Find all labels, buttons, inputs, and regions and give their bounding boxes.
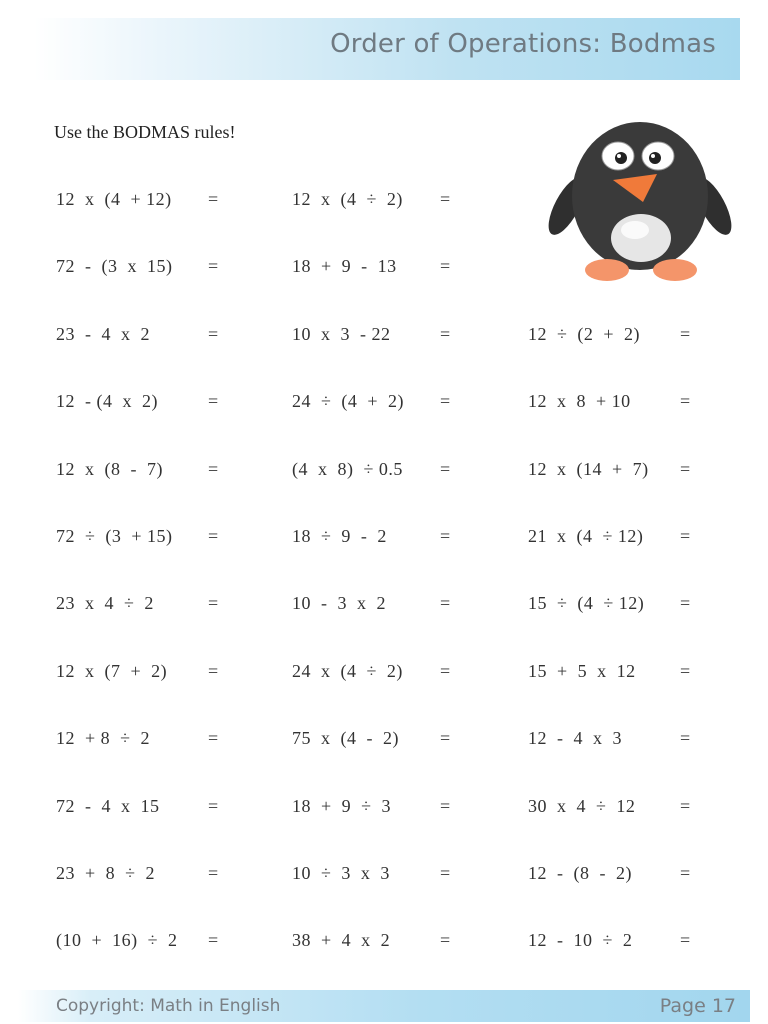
problem-expression: 23 + 8 ÷ 2 [56, 863, 156, 883]
equals-sign: = [440, 391, 451, 411]
problem-expression: 72 ÷ (3 + 15) [56, 526, 173, 546]
equals-sign: = [680, 796, 691, 816]
problem-expression: 12 + 8 ÷ 2 [56, 728, 151, 748]
problem-expression: 10 x 3 - 22 [292, 324, 391, 344]
problem-expression: 12 x 8 + 10 [528, 391, 631, 411]
problem-expression: 12 x (4 ÷ 2) [292, 189, 403, 209]
equals-sign: = [208, 593, 219, 613]
equals-sign: = [208, 796, 219, 816]
equals-sign: = [440, 728, 451, 748]
problem-expression: 12 ÷ (2 + 2) [528, 324, 641, 344]
page-number: Page 17 [659, 995, 736, 1017]
problem-expression: 12 - 4 x 3 [528, 728, 622, 748]
equals-sign: = [440, 796, 451, 816]
equals-sign: = [680, 526, 691, 546]
equals-sign: = [208, 256, 219, 276]
equals-sign: = [208, 324, 219, 344]
equals-sign: = [208, 391, 219, 411]
problem-expression: 21 x (4 ÷ 12) [528, 526, 644, 546]
penguin-left-foot [585, 259, 629, 281]
equals-sign: = [208, 189, 219, 209]
problem-expression: 12 - 10 ÷ 2 [528, 930, 633, 950]
copyright-text: Copyright: Math in English [56, 996, 281, 1016]
equals-sign: = [680, 324, 691, 344]
equals-sign: = [440, 863, 451, 883]
problem-expression: 75 x (4 - 2) [292, 728, 399, 748]
equals-sign: = [440, 256, 451, 276]
equals-sign: = [680, 593, 691, 613]
problem-expression: 18 ÷ 9 - 2 [292, 526, 387, 546]
problem-expression: 72 - (3 x 15) [56, 256, 173, 276]
footer-banner [18, 990, 750, 1022]
equals-sign: = [680, 930, 691, 950]
equals-sign: = [680, 661, 691, 681]
equals-sign: = [440, 189, 451, 209]
problem-expression: 10 - 3 x 2 [292, 593, 386, 613]
problem-expression: 10 ÷ 3 x 3 [292, 863, 390, 883]
penguin-illustration [545, 118, 735, 288]
equals-sign: = [440, 324, 451, 344]
problem-expression: 24 x (4 ÷ 2) [292, 661, 403, 681]
equals-sign: = [208, 930, 219, 950]
equals-sign: = [680, 459, 691, 479]
equals-sign: = [440, 930, 451, 950]
problem-expression: 12 x (8 - 7) [56, 459, 163, 479]
problem-expression: 18 + 9 - 13 [292, 256, 397, 276]
problem-expression: 15 + 5 x 12 [528, 661, 636, 681]
problem-expression: 12 x (7 + 2) [56, 661, 168, 681]
equals-sign: = [440, 459, 451, 479]
equals-sign: = [440, 661, 451, 681]
problem-expression: (4 x 8) ÷ 0.5 [292, 459, 403, 479]
problem-expression: 12 - (8 - 2) [528, 863, 632, 883]
problem-expression: (10 + 16) ÷ 2 [56, 930, 178, 950]
penguin-right-foot [653, 259, 697, 281]
problem-expression: 23 x 4 ÷ 2 [56, 593, 154, 613]
equals-sign: = [680, 863, 691, 883]
problem-expression: 23 - 4 x 2 [56, 324, 150, 344]
header-banner [34, 18, 740, 80]
problem-expression: 24 ÷ (4 + 2) [292, 391, 405, 411]
problem-expression: 30 x 4 ÷ 12 [528, 796, 636, 816]
equals-sign: = [440, 593, 451, 613]
equals-sign: = [208, 728, 219, 748]
problem-expression: 15 ÷ (4 ÷ 12) [528, 593, 645, 613]
problem-expression: 38 + 4 x 2 [292, 930, 391, 950]
problem-expression: 12 x (14 + 7) [528, 459, 649, 479]
equals-sign: = [208, 459, 219, 479]
problem-expression: 72 - 4 x 15 [56, 796, 160, 816]
instructions-text: Use the BODMAS rules! [54, 122, 236, 142]
equals-sign: = [208, 661, 219, 681]
problem-expression: 18 + 9 ÷ 3 [292, 796, 392, 816]
equals-sign: = [208, 863, 219, 883]
equals-sign: = [680, 391, 691, 411]
equals-sign: = [440, 526, 451, 546]
equals-sign: = [208, 526, 219, 546]
page-title: Order of Operations: Bodmas [330, 29, 716, 59]
problem-expression: 12 - (4 x 2) [56, 391, 158, 411]
equals-sign: = [680, 728, 691, 748]
problem-expression: 12 x (4 + 12) [56, 189, 172, 209]
